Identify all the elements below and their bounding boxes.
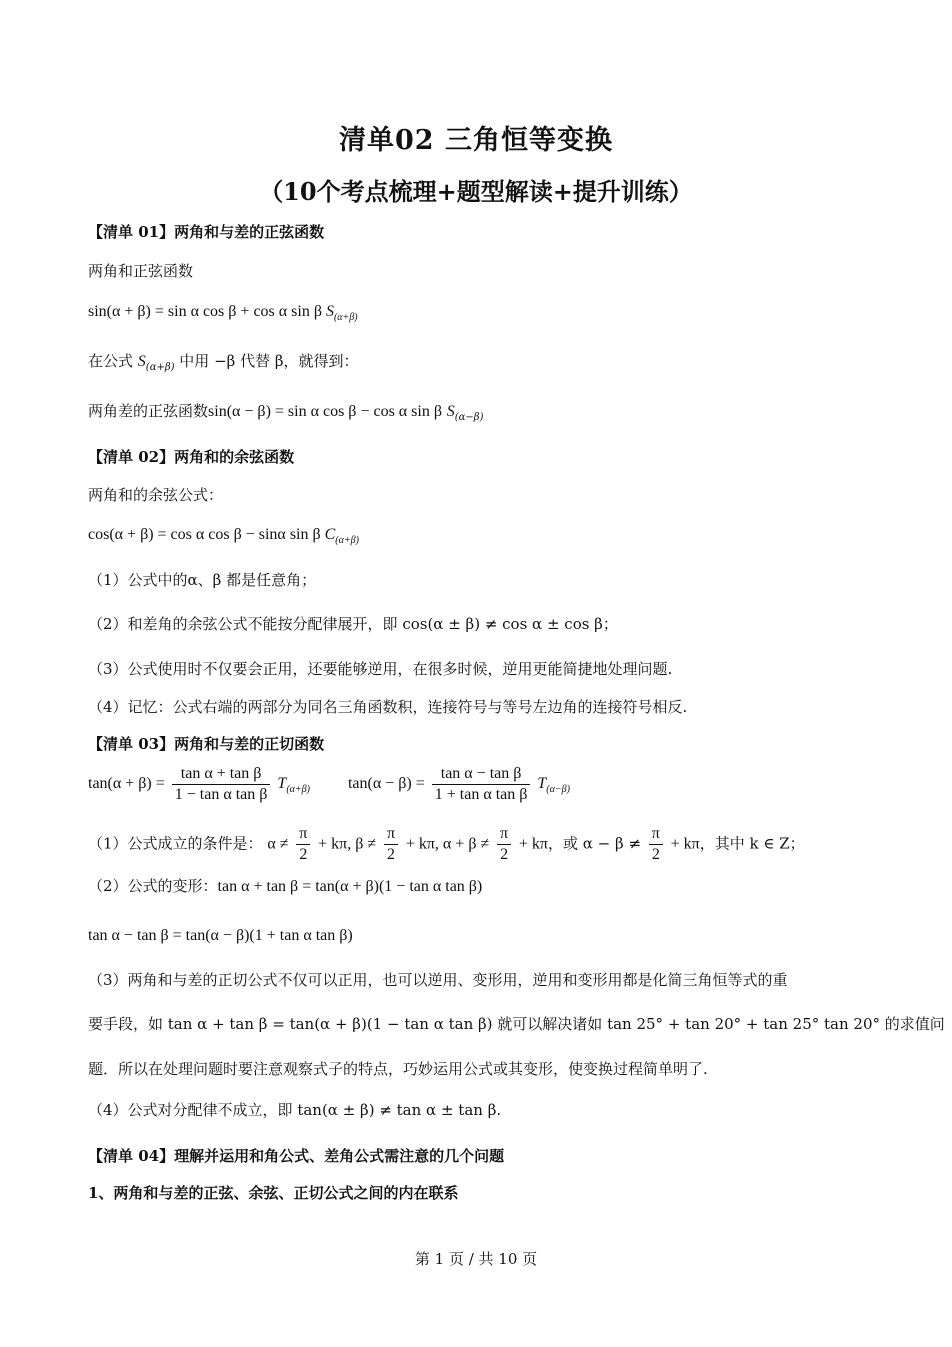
s2-formula-sub: (α+β) [335,535,359,546]
s1-diff-pre: 两角差的正弦函数 [88,402,209,420]
section-header-04: 【清单 04】理解并运用和角公式、差角公式需注意的几个问题 [88,1147,505,1165]
s2-formula-label: C [324,526,336,543]
s3-f2-sub: (α−β) [546,784,570,796]
s1-diff-formula: sin(α − β) = sin α cos β − cos α sin β [208,403,442,420]
s2-formula-line [88,525,359,551]
pi-over-2: $\frac{\pi}{2}$ [649,824,663,865]
s3-c3-line3: 题．所以在处理问题时要注意观察式子的特点，巧妙运用公式或其变形，使变换过程简单明了. [88,1060,708,1078]
s3-f1-sub: (α+β) [286,784,310,796]
s3-f1-fraction [172,764,271,805]
s1-formula: sin(α + β) = sin α cos β + cos α sin β [88,303,322,320]
s3-f2-left: tan(α − β) = [347,775,425,793]
s3-f2-num: tan α − tan β [432,764,531,785]
s4-item-1: 1、两角和与差的正弦、余弦、正切公式之间的内在联系 [88,1184,459,1202]
s3-f2-den: 1 + tan α tan β [434,786,528,803]
pi-over-2: $\frac{\pi}{2}$ [384,824,398,865]
s1-sub-post: 中用 −β 代替 β，就得到： [179,352,359,370]
section-header-03: 【清单 03】两角和与差的正切函数 [88,735,325,753]
s3-c4: （4）公式对分配律不成立，即 tan(α ± β) ≠ tan α ± tan β. [88,1101,502,1119]
s3-f2-label: T [537,775,547,793]
s3-c2-formula: tan α + tan β = tan(α + β)(1 − tan α tan β) [217,878,483,895]
s2-intro: 两角和的余弦公式： [88,486,224,504]
s3-c1-d: + kπ [518,835,548,853]
s3-f1-den: 1 − tan α tan β [174,786,268,803]
s1-diff-line [88,401,483,428]
s2-note-2: （2）和差角的余弦公式不能按分配律展开，即 cos(α ± β) ≠ cos α ± cos β； [88,615,618,633]
s3-c1-b: + kπ, β ≠ [318,835,377,853]
s2-note-3: （3）公式使用时不仅要会正用，还要能够逆用，在很多时候，逆用更能简捷地处理问题. [88,660,673,678]
s1-sub-label-sub: (α+β) [145,362,175,373]
s1-intro: 两角和正弦函数 [88,262,194,280]
s3-condition [88,824,805,865]
page-subtitle: （10个考点梳理+题型解读+提升训练） [259,177,693,206]
s3-c1-or: ，或 α − β ≠ [548,834,642,853]
pi-over-2: $\frac{\pi}{2}$ [497,824,511,865]
s1-sub-pre: 在公式 [88,352,134,370]
page-title: 清单02 三角恒等变换 [339,125,613,156]
s1-diff-sub: (α−β) [454,412,484,423]
s2-note-4: （4）记忆：公式右端的两部分为同名三角函数积，连接符号与等号左边角的连接符号相反. [88,698,688,716]
s2-formula: cos(α + β) = cos α cos β − sinα sin β [88,526,321,543]
s3-variant [88,876,482,897]
s3-c1-c: + kπ, α + β ≠ [405,835,490,853]
s3-c1-pre: （1）公式成立的条件是： [88,834,263,853]
s3-c3-line1: （3）两角和与差的正切公式不仅可以正用，也可以逆用、变形用，逆用和变形用都是化简三角恒等式的重 [88,971,788,989]
s3-f2-fraction [432,764,531,805]
s3-c3-line2: 要手段，如 tan α + tan β = tan(α + β)(1 − tan α tan β) 就可以解决诸如 tan 25° + tan 20° + tan 25° tan 20° 的求值问 [88,1015,945,1033]
s1-diff-label: S [446,403,455,420]
s3-c1-a: α ≠ [267,835,289,853]
page-footer: 第 1 页 / 共 10 页 [414,1250,538,1268]
section-header-02: 【清单 02】两角和的余弦函数 [88,448,295,466]
s3-f1-num: tan α + tan β [172,764,271,785]
s1-formula-line [88,302,358,328]
s3-c1-post: ，其中 k ∈ Z； [699,834,805,853]
s3-formulas [88,764,570,805]
s2-note-1: （1）公式中的α、β 都是任意角； [88,571,317,589]
pi-over-2: $\frac{\pi}{2}$ [296,824,310,865]
s3-f1-left: tan(α + β) = [88,775,165,793]
s3-f1-label: T [277,775,287,793]
s1-formula-sub: (α+β) [333,312,358,323]
section-header-01: 【清单 01】两角和与差的正弦函数 [88,223,325,241]
s3-c2-pre: （2）公式的变形： [88,877,218,895]
s1-substitution [88,351,359,378]
s1-sub-label: S [137,353,146,370]
s3-c2-formula2: tan α − tan β = tan(α − β)(1 + tan α tan β) [88,927,353,944]
s3-c1-e: + kπ [670,835,700,853]
s1-formula-label: S [325,303,334,320]
